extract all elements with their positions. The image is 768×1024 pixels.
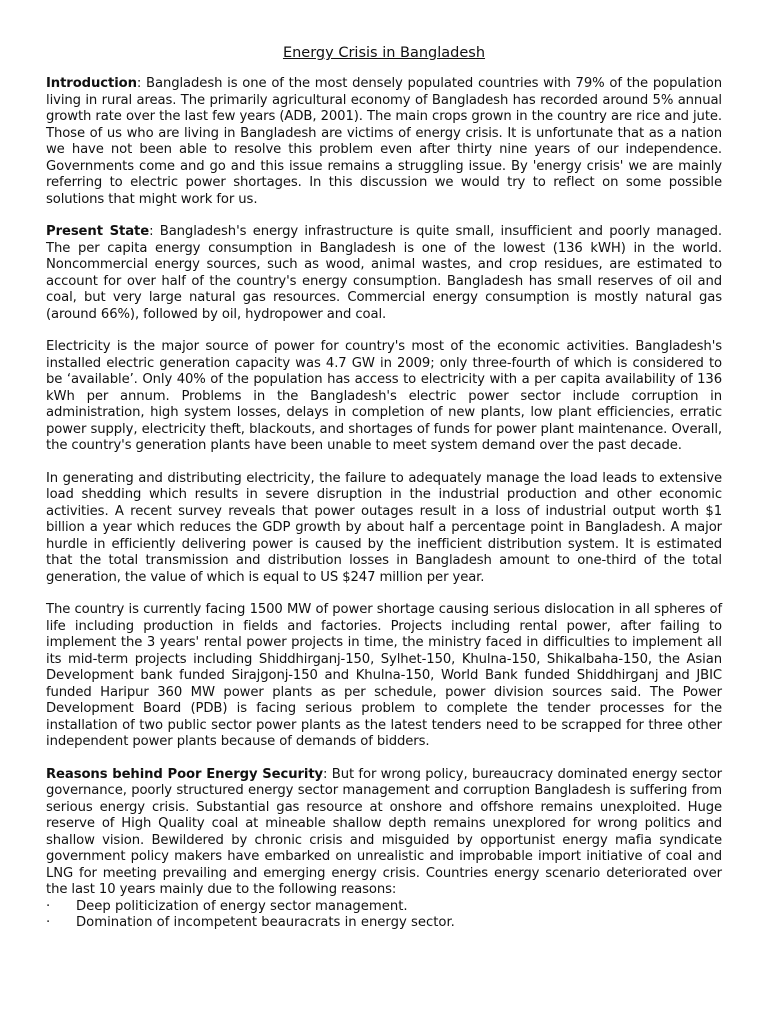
heading-present-state: Present State bbox=[46, 224, 150, 239]
list-item-text: Domination of incompetent beauracrats in energy sector. bbox=[76, 915, 455, 930]
bullet-icon: · bbox=[46, 898, 51, 914]
list-item bbox=[46, 915, 722, 932]
list-item-text: Deep politicization of energy sector management. bbox=[76, 898, 408, 914]
heading-reasons: Reasons behind Poor Energy Security bbox=[46, 766, 324, 782]
paragraph-present-state bbox=[46, 224, 722, 323]
paragraph-reasons bbox=[46, 767, 722, 899]
document-page bbox=[46, 44, 722, 932]
paragraph-text: In generating and distributing electricity, the failure to adequately manage the load leads to extensive load shedding which results in severe disruption in the industrial production and other economic activities. A recent survey reveals that power outages result in a loss of industrial output worth $1 billion a year which reduces the GDP growth by about half a percentage point in Bangladesh. A major hurdle in efficiently delivering power is caused by the inefficient distribution system. It is estimated that the total transmission and distribution losses in Bangladesh amount to one-third of the total generation, the value of which is equal to US $247 million per year. bbox=[46, 470, 722, 585]
heading-introduction: Introduction bbox=[46, 76, 137, 91]
paragraph-text: Electricity is the major source of power for country's most of the economic activities. Bangladesh's installed electric generation capacity was 4.7 GW in 2009; only three-fourth of which is considered to be ‘available’. Only 40% of the population has access to electricity with a per capita availability of 136 kWh per annum. Problems in the Bangladesh's electric power sector include corruption in administration, high system losses, delays in completion of new plants, low plant efficiencies, erratic power supply, electricity theft, blackouts, and shortages of funds for power plant maintenance. Overall, the country's generation plants have been unable to meet system demand over the past decade. bbox=[46, 339, 722, 453]
bullet-icon: · bbox=[46, 915, 51, 930]
paragraph-electricity bbox=[46, 339, 722, 455]
paragraph-distribution bbox=[46, 471, 722, 587]
paragraph-text: : Bangladesh is one of the most densely populated countries with 79% of the population living in rural areas. The primarily agricultural economy of Bangladesh has recorded around 5% annual growth rate over the last few years (ADB, 2001). The main crops grown in the country are rice and jute. Those of us who are living in Bangladesh are victims of energy crisis. It is unfortunate that as a nation we have not been able to resolve this problem even after thirty nine years of our independence. Governments come and go and this issue remains a struggling issue. By 'energy crisis' we are mainly referring to electric power shortages. In this discussion we would try to reflect on some possible solutions that might work for us. bbox=[46, 76, 722, 207]
paragraph-introduction bbox=[46, 76, 722, 208]
document-title: Energy Crisis in Bangladesh bbox=[282, 45, 486, 61]
paragraph-text: : But for wrong policy, bureaucracy dominated energy sector governance, poorly structured energy sector management and corruption Bangladesh is suffering from serious energy crisis. Substantial gas resource at onshore and offshore remains unexploited. Huge reserve of High Quality coal at mineable shallow depth remains unexplored for wrong politics and shallow vision. Bewildered by chronic crisis and misguided by opportunist energy mafia syndicate government policy makers have embarked on unrealistic and improbable import initiative of coal and LNG for meeting prevailing and emerging energy crisis. Countries energy scenario deteriorated over the last 10 years mainly due to the following reasons: bbox=[46, 766, 722, 897]
list-item bbox=[46, 899, 722, 916]
paragraph-text: : Bangladesh's energy infrastructure is quite small, insufficient and poorly managed. The per capita energy consumption in Bangladesh is one of the lowest (136 kWH) in the world. Noncommercial energy sources, such as wood, animal wastes, and crop residues, are estimated to account for over half of the country's energy consumption. Bangladesh has small reserves of oil and coal, but very large natural gas resources. Commercial energy consumption is mostly natural gas (around 66%), followed by oil, hydropower and coal. bbox=[46, 224, 722, 322]
reasons-list bbox=[46, 899, 722, 932]
paragraph-power-shortage bbox=[46, 602, 722, 751]
paragraph-text: The country is currently facing 1500 MW of power shortage causing serious dislocation in all spheres of life including production in fields and factories. Projects including rental power, after failing to implement the 3 years' rental power projects in time, the ministry faced in difficulties to implement all its mid-term projects including Shiddhirganj-150, Sylhet-150, Khulna-150, Shikalbaha-150, the Asian Development bank funded Sirajgonj-150 and Khulna-150, World Bank funded Shiddhirganj and JBIC funded Haripur 360 MW power plants as per schedule, power division sources said. The Power Development Board (PDB) is facing serious problem to complete the tender processes for the installation of two public sector power plants as the latest tenders need to be scrapped for three other independent power plants because of demands of bidders. bbox=[46, 602, 722, 749]
